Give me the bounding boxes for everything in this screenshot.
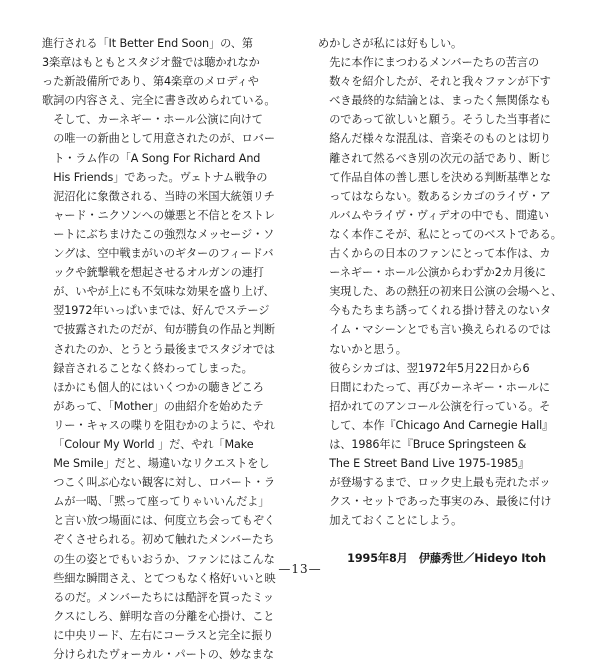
text-line: 翌1972年いっぱいまでは、好んでステージ — [53, 304, 270, 318]
paragraph — [318, 53, 564, 359]
text-line: クスにしろ、鮮明な音の分離を心掛け、こと — [53, 609, 275, 623]
text-line: があって、「Mother」の曲紹介を始めたテ — [53, 399, 264, 413]
text-line: Me Smile」だと、場違いなリクエストをし — [53, 457, 270, 471]
text-line: のであって欲しいと願う。そうした当事者に — [329, 113, 551, 127]
text-line: 今もたちまち誘ってくれる掛け替えのないタ — [329, 304, 551, 318]
text-line: が、いやが上にも不気味な効果を盛り上げ、 — [53, 285, 275, 299]
text-line: ックや銃撃戦を想起させるオルガンの連打 — [53, 266, 264, 280]
text-line: なく本作こそが、私にとってのベストである。 — [329, 227, 562, 241]
text-line: ないかと思う。 — [329, 342, 407, 356]
paragraph — [42, 110, 288, 377]
text-line: が登場するまで、ロック史上最も売れたボッ — [329, 476, 551, 490]
text-line: 先に本作にまつわるメンバーたちの苦言の — [329, 56, 540, 70]
text-line: 離されて然るべき別の次元の話であり、断じ — [329, 151, 551, 165]
text-line: リー・キャスの喋りを阻むかのように、やれ — [53, 418, 275, 432]
text-line: 招かれてのアンコール公演を行っている。そ — [329, 399, 551, 413]
text-line: つこく叫ぶ心ない観客に対し、ロバート・ラ — [53, 476, 275, 490]
text-line: ートにぶちまけたこの強烈なメッセージ・ソ — [53, 227, 275, 241]
text-line: 3楽章はもともとスタジオ盤では聴かれなか — [42, 56, 260, 70]
text-line: ルバムやライヴ・ヴィデオの中でも、間違い — [329, 208, 549, 222]
text-line: 加えておくことにしよう。 — [329, 514, 463, 528]
text-line: クス・セットであった事実のみ、最後に付け — [329, 495, 552, 509]
text-line: そして、カーネギー・ホール公演に向けて — [53, 113, 263, 127]
text-line: の生の姿とでもいおうか、ファンにはこんな — [53, 552, 275, 566]
text-line: ト・ラム作の「A Song For Richard And — [53, 151, 261, 165]
text-line: の唯一の新曲として用意されたのが、ロバー — [53, 132, 275, 146]
text-line: His Friends」であった。ヴェトナム戦争の — [53, 170, 268, 184]
text-line: で披露されたのだが、旬が勝負の作品と判断 — [53, 323, 275, 337]
text-line: The E Street Band Live 1975-1985』 — [329, 457, 530, 471]
text-line: して、本作『Chicago And Carnegie Hall』 — [329, 418, 554, 432]
text-line: 彼らシカゴは、翌1972年5月22日から6 — [329, 361, 530, 375]
text-line: ぞくさせられる。初めて触れたメンバーたち — [53, 533, 275, 547]
text-line: 泥沼化に象徴される、当時の米国大統領リチ — [53, 189, 275, 203]
paragraph — [42, 378, 288, 664]
text-line: 録音されることなく終わってしまった。 — [53, 361, 253, 375]
paragraph — [42, 34, 288, 110]
text-line: 日間にわたって、再びカーネギー・ホールに — [329, 380, 550, 394]
page-number: —13— — [278, 562, 322, 576]
text-line: べき最終的な結論とは、まったく無関係なも — [329, 94, 551, 108]
text-line: 実現した、あの熱狂の初来日公演の会場へと、 — [329, 285, 563, 299]
text-line: 些細な瞬間さえ、とてつもなく格好いいと映 — [53, 571, 276, 585]
text-line: て作品自体の善し悪しを決める判断基準とな — [329, 170, 551, 184]
text-line: 古くからの日本のファンにとって本作は、カ — [329, 247, 551, 261]
text-line: ャード・ニクソンへの嫌悪と不信とをストレ — [53, 208, 275, 222]
paragraph — [318, 34, 564, 53]
text-line: 歌詞の内容さえ、完全に書き改められている。 — [42, 94, 276, 108]
text-line: ムが一喝、「黙って座ってりゃいいんだよ」 — [53, 495, 270, 509]
text-line: ングは、空中戦まがいのギターのフィードバ — [53, 247, 274, 261]
text-line: った新設備所であり、第4楽章のメロディや — [42, 75, 259, 89]
right-column-paragraphs — [318, 34, 564, 530]
text-line: イム・マシーンとでも言い換えられるのでは — [329, 323, 551, 337]
text-line: 進行される「It Better End Soon」の、第 — [42, 37, 253, 50]
text-line: に中央リード、左右にコーラスと完全に振り — [53, 628, 274, 642]
text-line: 数々を紹介したが、それと我々ファンが下す — [329, 75, 551, 89]
text-line: 分けられたヴォーカル・パートの、妙なまな — [53, 648, 274, 661]
text-line: めかしさが私には好もしい。 — [318, 37, 463, 50]
text-line: るのだ。メンバーたちには酷評を買ったミッ — [53, 590, 274, 604]
text-line: ーネギー・ホール公演からわずか2カ月後に — [329, 266, 547, 280]
text-line: 絡んだ様々な混乱は、音楽そのものとは切り — [329, 132, 551, 146]
paragraph — [318, 359, 564, 531]
text-line: されたのか、とうとう最後までスタジオでは — [53, 342, 275, 356]
right-column — [318, 34, 564, 569]
text-line: ほかにも個人的にはいくつかの聴きどころ — [53, 380, 264, 394]
text-line: と言い放つ場面には、何度立ち会ってもぞく — [53, 514, 275, 528]
text-line: 「Colour My World 」だ、やれ「Make — [53, 437, 254, 451]
text-line: ってはならない。数あるシカゴのライヴ・ア — [329, 189, 551, 203]
author-signature: 1995年8月 伊藤秀世／Hideyo Itoh — [347, 552, 546, 566]
text-line: は、1986年に『Bruce Springsteen & — [329, 437, 527, 451]
